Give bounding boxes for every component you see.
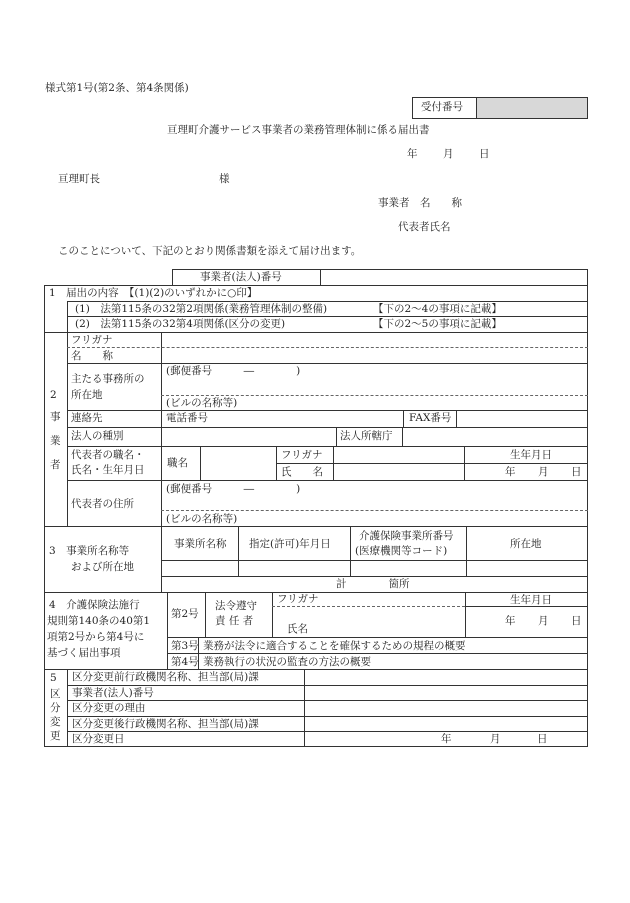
section5-number: 5 <box>50 672 57 684</box>
representative-title-label-2: 氏名・生年月日 <box>71 464 145 476</box>
representative-name-label: 代表者氏名 <box>398 221 451 233</box>
document-title: 亘理町介護サービス事業者の業務管理体制に係る届出書 <box>167 124 430 136</box>
section4-title-4: 基づく届出事項 <box>47 647 121 659</box>
honorific: 様 <box>219 173 230 185</box>
section1-title: 1 届出の内容 【(1)(2)のいずれかに○印】 <box>49 287 258 299</box>
rep-address-label: 代表者の住所 <box>71 498 134 510</box>
officer-name-label: 氏名 <box>287 623 308 635</box>
intro-text: このことについて、下記のとおり関係書類を添えて届け出ます。 <box>58 245 362 257</box>
change-date-year: 年 <box>441 733 452 745</box>
postal-code-label: (郵便番号 ― ) <box>166 365 301 377</box>
rep-postal-code-label: (郵便番号 ― ) <box>166 483 301 495</box>
corp-office-label: 法人所轄庁 <box>340 430 393 442</box>
corp-type-label: 法人の種別 <box>71 430 124 442</box>
receipt-number-label: 受付番号 <box>421 101 463 113</box>
office-location-header: 所在地 <box>510 538 542 550</box>
item-no2-label: 第2号 <box>171 608 199 620</box>
change-reason-label: 区分変更の理由 <box>72 702 146 714</box>
date-year: 年 <box>407 148 418 160</box>
insurance-office-number-header-2: (医療機関等コード) <box>355 545 448 557</box>
main-office-address-label-1: 主たる事務所の <box>71 373 145 385</box>
officer-birth-day: 日 <box>571 615 582 627</box>
main-office-address-label-2: 所在地 <box>71 389 103 401</box>
office-name-header: 事業所名称 <box>174 538 227 550</box>
furigana-label: フリガナ <box>71 334 113 346</box>
date-month: 月 <box>443 148 454 160</box>
operator-name-label: 事業者 名 称 <box>378 197 462 209</box>
compliance-officer-label-2: 責 任 者 <box>215 615 254 627</box>
officer-birth-year: 年 <box>505 615 516 627</box>
addressee: 亘理町長 <box>58 173 100 185</box>
item-no4-label: 第4号 <box>171 656 199 668</box>
position-label: 職名 <box>167 457 188 469</box>
section1-item2-note: 【下の2～5の事項に記載】 <box>373 318 502 330</box>
section2-side-1: 事 <box>50 411 61 423</box>
compliance-officer-label-1: 法令遵守 <box>215 600 257 612</box>
item-no3-label: 第3号 <box>171 640 199 652</box>
officer-birth-label: 生年月日 <box>510 594 552 606</box>
pre-change-agency-label: 区分変更前行政機関名称、担当部(局)課 <box>72 671 259 683</box>
change-corp-number-label: 事業者(法人)番号 <box>72 687 154 699</box>
rep-birth-day: 日 <box>571 466 582 478</box>
phone-label: 電話番号 <box>166 412 208 424</box>
change-date-label: 区分変更日 <box>72 733 125 745</box>
form-number-label: 様式第1号(第2条、第4条関係) <box>45 82 189 94</box>
rep-building-name-label: (ビルの名称等) <box>166 513 238 525</box>
representative-title-label-1: 代表者の職名・ <box>71 449 145 461</box>
section3-title-1: 3 事業所名称等 <box>49 545 130 557</box>
section2-side-3: 者 <box>50 459 61 471</box>
contact-label: 連絡先 <box>71 412 103 424</box>
building-name-label: (ビルの名称等) <box>166 397 238 409</box>
rep-furigana-label: フリガナ <box>281 449 323 461</box>
item-no3-text: 業務が法令に適合することを確保するための規程の概要 <box>203 640 466 652</box>
section2-number: 2 <box>50 389 57 401</box>
officer-birth-month: 月 <box>538 615 549 627</box>
change-date-day: 日 <box>537 733 548 745</box>
section4-title-3: 項第2号から第4号に <box>47 631 145 643</box>
date-day: 日 <box>479 148 490 160</box>
section5-side-2: 分 <box>50 702 61 714</box>
section3-title-2: および所在地 <box>71 561 134 573</box>
section1-item1[interactable]: (1) 法第115条の32第2項関係(業務管理体制の整備) <box>75 303 328 315</box>
section4-title-2: 規則第140条の40第1 <box>47 615 151 627</box>
receipt-number-field[interactable] <box>477 98 587 118</box>
corp-number-label: 事業者(法人)番号 <box>200 271 282 283</box>
insurance-office-number-header-1: 介護保険事業所番号 <box>359 530 454 542</box>
section4-title-1: 4 介護保険法施行 <box>49 599 140 611</box>
section1-item1-note: 【下の2～4の事項に記載】 <box>373 303 502 315</box>
office-total-label: 計 箇所 <box>336 578 410 590</box>
section1-item2[interactable]: (2) 法第115条の32第4項関係(区分の変更) <box>75 318 286 330</box>
post-change-agency-label: 区分変更後行政機関名称、担当部(局)課 <box>72 718 259 730</box>
fax-label: FAX番号 <box>409 412 452 424</box>
designation-date-header: 指定(許可)年月日 <box>249 538 331 550</box>
item-no4-text: 業務執行の状況の監査の方法の概要 <box>203 656 371 668</box>
rep-birth-year: 年 <box>505 466 516 478</box>
section2-side-2: 業 <box>50 435 61 447</box>
rep-birth-label: 生年月日 <box>510 449 552 461</box>
rep-name-label: 氏 名 <box>281 466 323 478</box>
section5-side-4: 更 <box>50 730 61 742</box>
name-label: 名 称 <box>71 350 113 362</box>
section5-side-1: 区 <box>50 688 61 700</box>
officer-furigana-label: フリガナ <box>277 593 319 605</box>
section5-side-3: 変 <box>50 716 61 728</box>
change-date-month: 月 <box>490 733 501 745</box>
rep-birth-month: 月 <box>538 466 549 478</box>
